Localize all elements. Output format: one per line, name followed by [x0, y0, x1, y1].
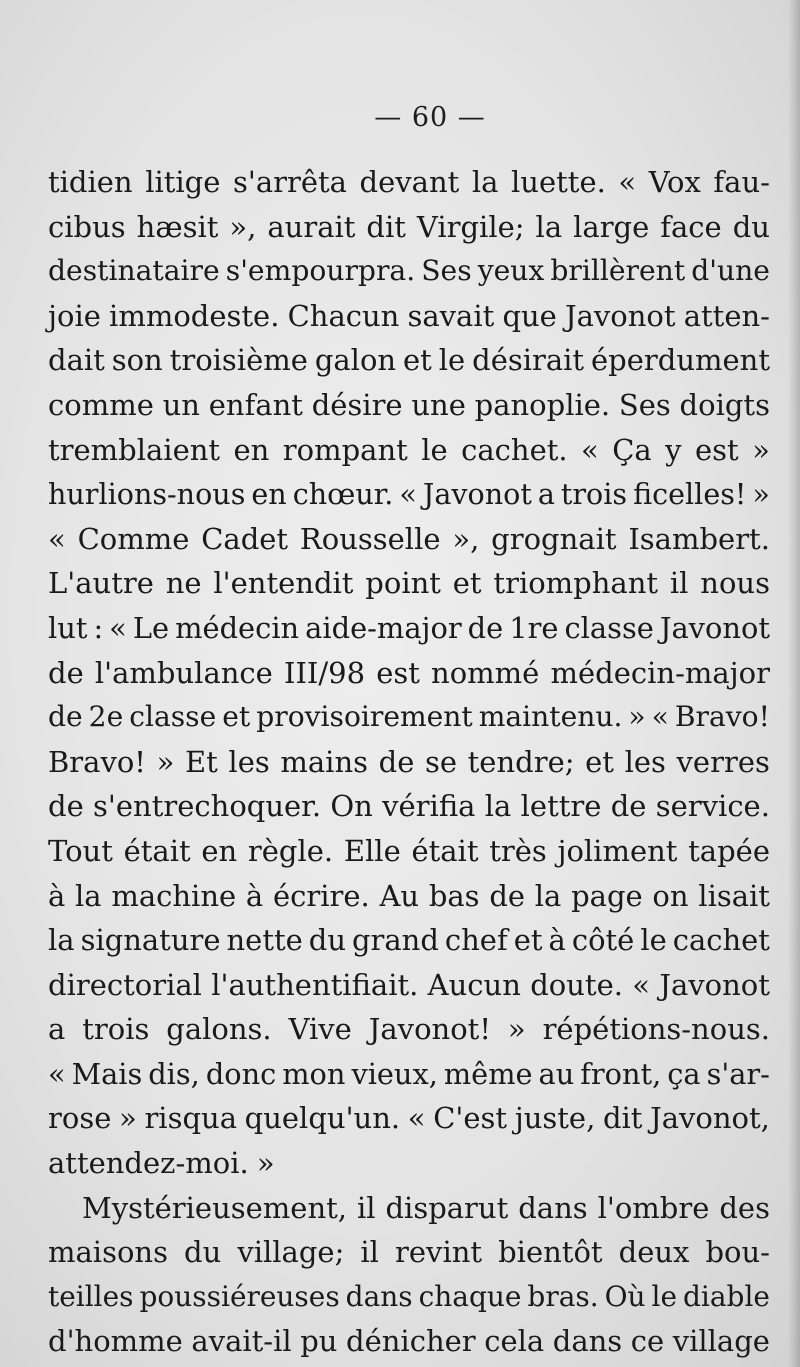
word: cibus	[48, 209, 126, 244]
word: s'arrêta	[232, 165, 347, 199]
word: Isambert.	[628, 521, 770, 556]
word: cachet	[672, 923, 770, 958]
word: médecin	[175, 610, 300, 645]
word: »,	[452, 521, 480, 556]
word: «	[109, 610, 127, 645]
word: désire	[311, 387, 403, 422]
word: Rousselle	[299, 521, 441, 556]
word: et	[403, 343, 432, 378]
word: Javonot	[659, 967, 770, 1002]
word: «	[48, 1056, 66, 1091]
word: poussiéreuses	[139, 1279, 340, 1313]
word: d'homme	[48, 1324, 183, 1359]
text-line-7	[48, 428, 770, 473]
word: même	[443, 1056, 533, 1091]
word: on	[652, 878, 689, 913]
word: pu	[300, 1324, 338, 1359]
word: enfant	[208, 387, 303, 422]
word: hæsit	[136, 209, 219, 244]
word: vérifia	[382, 789, 476, 824]
word: large	[573, 209, 650, 244]
word: fau-	[713, 165, 770, 199]
word: de	[48, 655, 84, 690]
text-line-22	[48, 1096, 770, 1141]
word: Virgile;	[416, 209, 525, 244]
word: village;	[237, 1235, 345, 1270]
text-line-9	[48, 517, 770, 562]
word: »	[752, 477, 770, 512]
text-line-5	[48, 338, 770, 383]
word: médecin-major	[550, 655, 770, 690]
word: lisait	[698, 878, 770, 913]
word: dit	[602, 1101, 643, 1136]
word: quelqu'un.	[244, 1101, 401, 1136]
word: de	[489, 878, 526, 913]
word: immodeste.	[109, 298, 280, 333]
word: attendez-moi.	[48, 1146, 249, 1181]
word: machine	[111, 878, 237, 913]
word: front,	[580, 1056, 662, 1091]
word: éperdument	[591, 343, 770, 378]
word: Javonot	[422, 477, 532, 512]
word: panoplie.	[474, 387, 611, 422]
word: litige	[145, 165, 221, 199]
word: aurait	[267, 209, 356, 244]
word: côté	[571, 923, 635, 958]
word: un	[162, 387, 200, 422]
word: »	[119, 1101, 137, 1136]
word: de	[610, 789, 647, 824]
word: »	[507, 1012, 526, 1047]
word: de	[378, 744, 415, 779]
word: L'autre	[48, 566, 154, 601]
word: Et	[184, 744, 218, 779]
word: à	[245, 878, 264, 913]
text-line-18	[48, 918, 770, 963]
word: provisoirement	[256, 700, 473, 734]
text-line-15	[48, 784, 770, 829]
word: Chacun	[287, 298, 400, 333]
word: «	[48, 521, 66, 556]
word: bientôt	[498, 1235, 603, 1270]
word: des	[719, 1190, 770, 1225]
word: en	[233, 432, 270, 467]
word: «	[632, 967, 651, 1002]
text-line-10	[48, 561, 770, 606]
word: risqua	[144, 1101, 237, 1136]
word: la	[471, 165, 499, 199]
word: tendre;	[467, 744, 575, 779]
word: a	[48, 1012, 66, 1047]
word: signature	[80, 923, 221, 958]
word: de	[467, 610, 504, 645]
word: cela	[484, 1324, 545, 1359]
word: écrire.	[272, 878, 370, 913]
word: bas	[428, 878, 480, 913]
text-line-11	[48, 606, 770, 651]
word: verres	[676, 744, 770, 779]
text-line-20	[48, 1007, 770, 1052]
word: ce	[630, 1324, 665, 1359]
word: dans	[345, 1279, 413, 1313]
word: avait-il	[191, 1324, 292, 1359]
word: Bravo!	[48, 744, 146, 779]
word: en	[201, 833, 238, 868]
text-line-3	[48, 249, 770, 294]
word: :	[93, 610, 104, 645]
word: juste,	[514, 1101, 596, 1136]
word: que	[502, 298, 557, 333]
word: »	[628, 700, 646, 734]
word: »	[752, 432, 770, 467]
word: Javonot,	[650, 1101, 770, 1136]
word: galons.	[166, 1012, 272, 1047]
word: a	[537, 477, 555, 512]
word: du	[184, 1235, 222, 1270]
word: Javonot!	[368, 1012, 491, 1047]
word: une	[411, 387, 466, 422]
word: la	[535, 209, 563, 244]
page-edge-shadow	[788, 0, 800, 1367]
word: chaque	[418, 1279, 522, 1313]
word: règle.	[247, 833, 334, 868]
word: diable	[683, 1279, 770, 1313]
text-line-8	[48, 472, 770, 517]
word: l'authentifiait.	[211, 967, 419, 1002]
word: s'empourpra.	[225, 254, 416, 288]
word: était	[123, 833, 191, 868]
word: triomphant	[493, 566, 659, 601]
word: dait	[48, 343, 105, 378]
text-line-4	[48, 294, 770, 339]
word: III/98	[283, 655, 366, 690]
word: Au	[379, 878, 420, 913]
word: face	[660, 209, 722, 244]
word: son	[111, 343, 163, 378]
word: savait	[407, 298, 495, 333]
word: «	[407, 1101, 426, 1136]
word: service.	[655, 789, 770, 824]
text-line-21	[48, 1052, 770, 1097]
word: Mystérieusement,	[82, 1190, 348, 1225]
word: doigts	[679, 387, 770, 422]
word: Aucun	[427, 967, 521, 1002]
word: du	[732, 209, 770, 244]
word: mains	[280, 744, 368, 779]
word: les	[228, 744, 270, 779]
word: lut	[48, 610, 88, 645]
word: à	[548, 923, 566, 958]
text-line-6	[48, 383, 770, 428]
word: de	[48, 700, 83, 734]
word: »,	[229, 209, 257, 244]
word: Javonot	[659, 610, 770, 645]
word: «	[581, 432, 599, 467]
word: chœur.	[292, 477, 394, 512]
word: la	[534, 878, 562, 913]
word: grognait	[491, 521, 617, 556]
word: brillèrent	[550, 254, 686, 288]
word: trois	[560, 477, 628, 512]
word: au	[538, 1056, 575, 1091]
word: le	[651, 1279, 678, 1313]
word: l'ambulance	[94, 655, 273, 690]
word: du	[308, 923, 346, 958]
word: est	[694, 432, 739, 467]
word: répétions-nous.	[542, 1012, 770, 1047]
word: luette.	[511, 165, 606, 199]
word: galon	[314, 343, 397, 378]
word: teilles	[48, 1279, 134, 1313]
text-line-24	[48, 1186, 770, 1231]
word: ficelles!	[633, 477, 747, 512]
text-line-16	[48, 829, 770, 874]
word: ne	[165, 566, 202, 601]
word: Ça	[612, 432, 652, 467]
word: et	[452, 566, 482, 601]
word: yeux	[477, 254, 545, 288]
word: lettre	[520, 789, 602, 824]
word: se	[424, 744, 458, 779]
word: doute.	[530, 967, 623, 1002]
word: troisième	[169, 343, 308, 378]
word: Où	[604, 1279, 646, 1313]
word: directorial	[48, 967, 202, 1002]
word: joliment	[557, 833, 678, 868]
word: chef	[444, 923, 508, 958]
text-line-1	[48, 160, 770, 205]
word: Vox	[648, 165, 701, 199]
word: vieux,	[351, 1056, 438, 1091]
word: à	[48, 878, 66, 913]
word: d'une	[691, 254, 770, 288]
word: Comme	[77, 521, 190, 556]
word: »	[156, 744, 175, 779]
word: et	[585, 744, 614, 779]
word: Bravo!	[674, 700, 770, 734]
word: et	[222, 700, 251, 734]
word: 1re	[509, 610, 559, 645]
word: joie	[48, 298, 101, 333]
word: On	[330, 789, 373, 824]
word: les	[624, 744, 666, 779]
word: «	[618, 165, 637, 199]
word: de	[48, 789, 84, 824]
word: rose	[48, 1101, 112, 1136]
word: »	[256, 1146, 275, 1181]
word: la	[75, 878, 102, 913]
text-line-19	[48, 963, 770, 1008]
word: y	[665, 432, 682, 467]
text-line-14	[48, 740, 770, 785]
word: il	[669, 566, 689, 601]
word: dis,	[148, 1056, 200, 1091]
word: s'ar-	[706, 1056, 770, 1091]
word: maisons	[48, 1235, 168, 1270]
word: bras.	[527, 1279, 599, 1313]
word: la	[484, 789, 512, 824]
page-number: — 60 —	[374, 102, 486, 133]
word: trois	[82, 1012, 150, 1047]
word: disparut	[385, 1190, 509, 1225]
word: Cadet	[201, 521, 289, 556]
word: il	[356, 1190, 376, 1225]
word: rompant	[282, 432, 408, 467]
word: cachet.	[461, 432, 568, 467]
word: et	[513, 923, 543, 958]
text-line-17	[48, 874, 770, 919]
word: donc	[205, 1056, 277, 1091]
word: grand	[352, 923, 439, 958]
word: Elle	[343, 833, 401, 868]
word: il	[360, 1235, 379, 1270]
word: en	[251, 477, 287, 512]
word: «	[399, 477, 417, 512]
word: bou-	[705, 1235, 770, 1270]
word: page	[571, 878, 643, 913]
text-line-25	[48, 1230, 770, 1275]
word: Vive	[288, 1012, 352, 1047]
word: très	[489, 833, 547, 868]
word: village	[672, 1324, 770, 1359]
text-line-26	[48, 1275, 770, 1320]
word: classe	[129, 700, 217, 734]
word: «	[651, 700, 669, 734]
text-line-12	[48, 651, 770, 696]
page-text	[48, 160, 770, 1364]
text-line-23	[48, 1141, 770, 1186]
word: l'ombre	[597, 1190, 710, 1225]
word: Ses	[421, 254, 472, 288]
word: tremblaient	[48, 432, 221, 467]
text-line-27	[48, 1319, 770, 1364]
word: le	[640, 923, 667, 958]
word: devant	[359, 165, 460, 199]
word: nette	[226, 923, 303, 958]
word: l'entendit	[213, 566, 354, 601]
word: le	[438, 343, 466, 378]
word: aide-major	[305, 610, 462, 645]
word: atten-	[683, 298, 770, 333]
word: Javonot	[565, 298, 676, 333]
word: Tout	[48, 833, 113, 868]
word: tapée	[688, 833, 770, 868]
word: destinataire	[48, 254, 220, 288]
word: tidien	[48, 165, 133, 199]
word: nommé	[431, 655, 540, 690]
word: s'entrechoquer.	[93, 789, 322, 824]
word: point	[365, 566, 441, 601]
word: Le	[132, 610, 170, 645]
word: revint	[395, 1235, 483, 1270]
word: la	[48, 923, 75, 958]
word: nous	[700, 566, 770, 601]
word: ça	[667, 1056, 701, 1091]
word: hurlions-nous	[48, 477, 246, 512]
word: désirait	[472, 343, 585, 378]
word: dénicher	[346, 1324, 476, 1359]
text-line-2	[48, 205, 770, 250]
word: maintenu.	[478, 700, 623, 734]
word: dans	[552, 1324, 623, 1359]
word: dit	[366, 209, 406, 244]
word: comme	[48, 387, 154, 422]
word: mon	[282, 1056, 346, 1091]
word: était	[411, 833, 479, 868]
word: C'est	[433, 1101, 508, 1136]
word: Ses	[618, 387, 671, 422]
word: 2e	[88, 700, 124, 734]
word: est	[376, 655, 420, 690]
text-line-13	[48, 695, 770, 740]
word: le	[421, 432, 448, 467]
word: classe	[564, 610, 654, 645]
word: dans	[518, 1190, 588, 1225]
word: Mais	[71, 1056, 143, 1091]
word: deux	[618, 1235, 690, 1270]
